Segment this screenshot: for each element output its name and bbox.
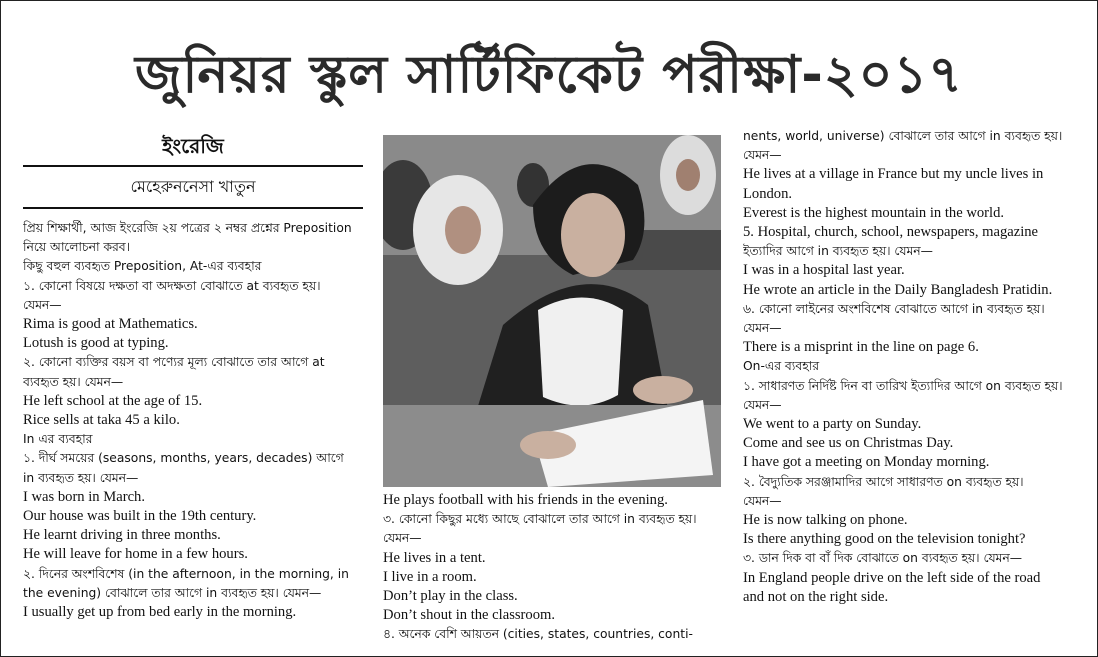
column-2 (383, 491, 723, 645)
text-line: কিছু বহুল ব্যবহৃত Preposition, At-এর ব্যবহার (23, 259, 262, 274)
text-line: nents, world, universe) বোঝালে তার আগে in ব্যবহৃত হয়। (743, 129, 1063, 143)
text-line: প্রিয় শিক্ষার্থী, আজ ইংরেজি ২য় পত্রের ২ নম্বর প্রশ্নের Preposition (23, 221, 352, 235)
student-writing-exam-photo (383, 135, 721, 487)
text-line: ২. কোনো ব্যক্তির বয়স বা পণ্যের মূল্য বোঝাতে তার আগে at (23, 355, 325, 370)
text-line: 5. Hospital, church, school, newspapers, magazine (743, 224, 1039, 241)
text-line: Everest is the highest mountain in the world. (743, 204, 1005, 221)
text-line: In England people drive on the left side of the road (743, 569, 1041, 586)
column-1 (23, 131, 363, 622)
text-line: I was born in March. (23, 488, 145, 505)
text-line: He learnt driving in three months. (23, 527, 221, 544)
text-line: On-এর ব্যবহার (743, 359, 819, 374)
photo-illustration (383, 135, 721, 487)
text-line: যেমন— (383, 531, 422, 546)
text-line: ৩. কোনো কিছুর মধ্যে আছে বোঝালে তার আগে in ব্যবহৃত হয়। (383, 512, 697, 527)
headline: জুনিয়র স্কুল সার্টিফিকেট পরীক্ষা-২০১৭ (134, 45, 964, 105)
text-line: He left school at the age of 15. (23, 392, 203, 409)
text-line: Rice sells at taka 45 a kilo. (23, 412, 180, 429)
text-line: We went to a party on Sunday. (743, 416, 922, 433)
text-line: Our house was built in the 19th century. (23, 508, 257, 525)
text-line: He lives in a tent. (383, 549, 486, 566)
text-line: যেমন— (743, 321, 782, 336)
text-line: নিয়ে আলোচনা করব। (23, 240, 131, 255)
text-line: I live in a room. (383, 568, 477, 585)
text-line: ইত্যাদির আগে in ব্যবহৃত হয়। যেমন— (743, 244, 933, 259)
text-line: ৪. অনেক বেশি আয়তন (cities, states, countries, conti- (383, 627, 693, 642)
text-line: Is there anything good on the television tonight? (743, 531, 1026, 548)
text-line: Don’t shout in the classroom. (383, 607, 556, 624)
text-line: I was in a hospital last year. (743, 262, 905, 279)
text-line: যেমন— (23, 297, 62, 312)
text-line: in ব্যবহৃত হয়। যেমন— (23, 470, 139, 485)
text-line: ১. সাধারণত নির্দিষ্ট দিন বা তারিখ ইত্যাদির আগে on ব্যবহৃত হয়। (743, 378, 1063, 393)
divider-bottom (23, 207, 363, 209)
text-line: In এর ব্যবহার (23, 432, 93, 447)
text-line: the evening) বোঝালে তার আগে in ব্যবহৃত হয়। যেমন— (23, 585, 322, 600)
text-line: He will leave for home in a few hours. (23, 546, 248, 563)
text-line: যেমন— (743, 493, 782, 508)
text-line: যেমন— (743, 397, 782, 412)
text-line: I have got a meeting on Monday morning. (743, 454, 990, 471)
text-line: Rima is good at Mathematics. (23, 316, 198, 333)
text-line: ব্যবহৃত হয়। যেমন— (23, 374, 124, 389)
column-1-body (23, 219, 363, 622)
text-line: I usually get up from bed early in the morning. (23, 604, 297, 621)
text-line: ১. কোনো বিষয়ে দক্ষতা বা অদক্ষতা বোঝাতে at ব্যবহৃত হয়। (23, 278, 321, 293)
author-name: মেহেরুননেসা খাতুন (130, 177, 256, 196)
text-line: There is a misprint in the line on page 6. (743, 339, 979, 356)
text-line: He is now talking on phone. (743, 512, 908, 529)
text-line: and not on the right side. (743, 588, 889, 605)
text-line: He plays football with his friends in the evening. (383, 492, 668, 508)
text-line: ১. দীর্ঘ সময়ের (seasons, months, years, decades) আগে (23, 451, 344, 466)
text-line: ২. দিনের অংশবিশেষ (in the afternoon, in the morning, in (23, 566, 349, 581)
text-line: He wrote an article in the Daily Bangladesh Pratidin. (743, 281, 1053, 298)
text-line: Don’t play in the class. (383, 588, 518, 605)
text-line: ২. বৈদ্যুতিক সরঞ্জামাদির আগে সাধারণত on ব্যবহৃত হয়। (743, 474, 1024, 489)
text-line: London. (743, 185, 793, 202)
text-line: ৬. কোনো লাইনের অংশবিশেষ বোঝাতে আগে in ব্যবহৃত হয়। (743, 301, 1045, 316)
column-3 (743, 127, 1083, 607)
text-line: যেমন— (743, 148, 782, 163)
text-line: He lives at a village in France but my uncle lives in (743, 166, 1044, 183)
text-line: Come and see us on Christmas Day. (743, 435, 954, 452)
text-line: Lotush is good at typing. (23, 335, 169, 352)
text-line: ৩. ডান দিক বা বাঁ দিক বোঝাতে on ব্যবহৃত হয়। যেমন— (743, 551, 1023, 566)
subject-title: ইংরেজি (162, 134, 224, 158)
